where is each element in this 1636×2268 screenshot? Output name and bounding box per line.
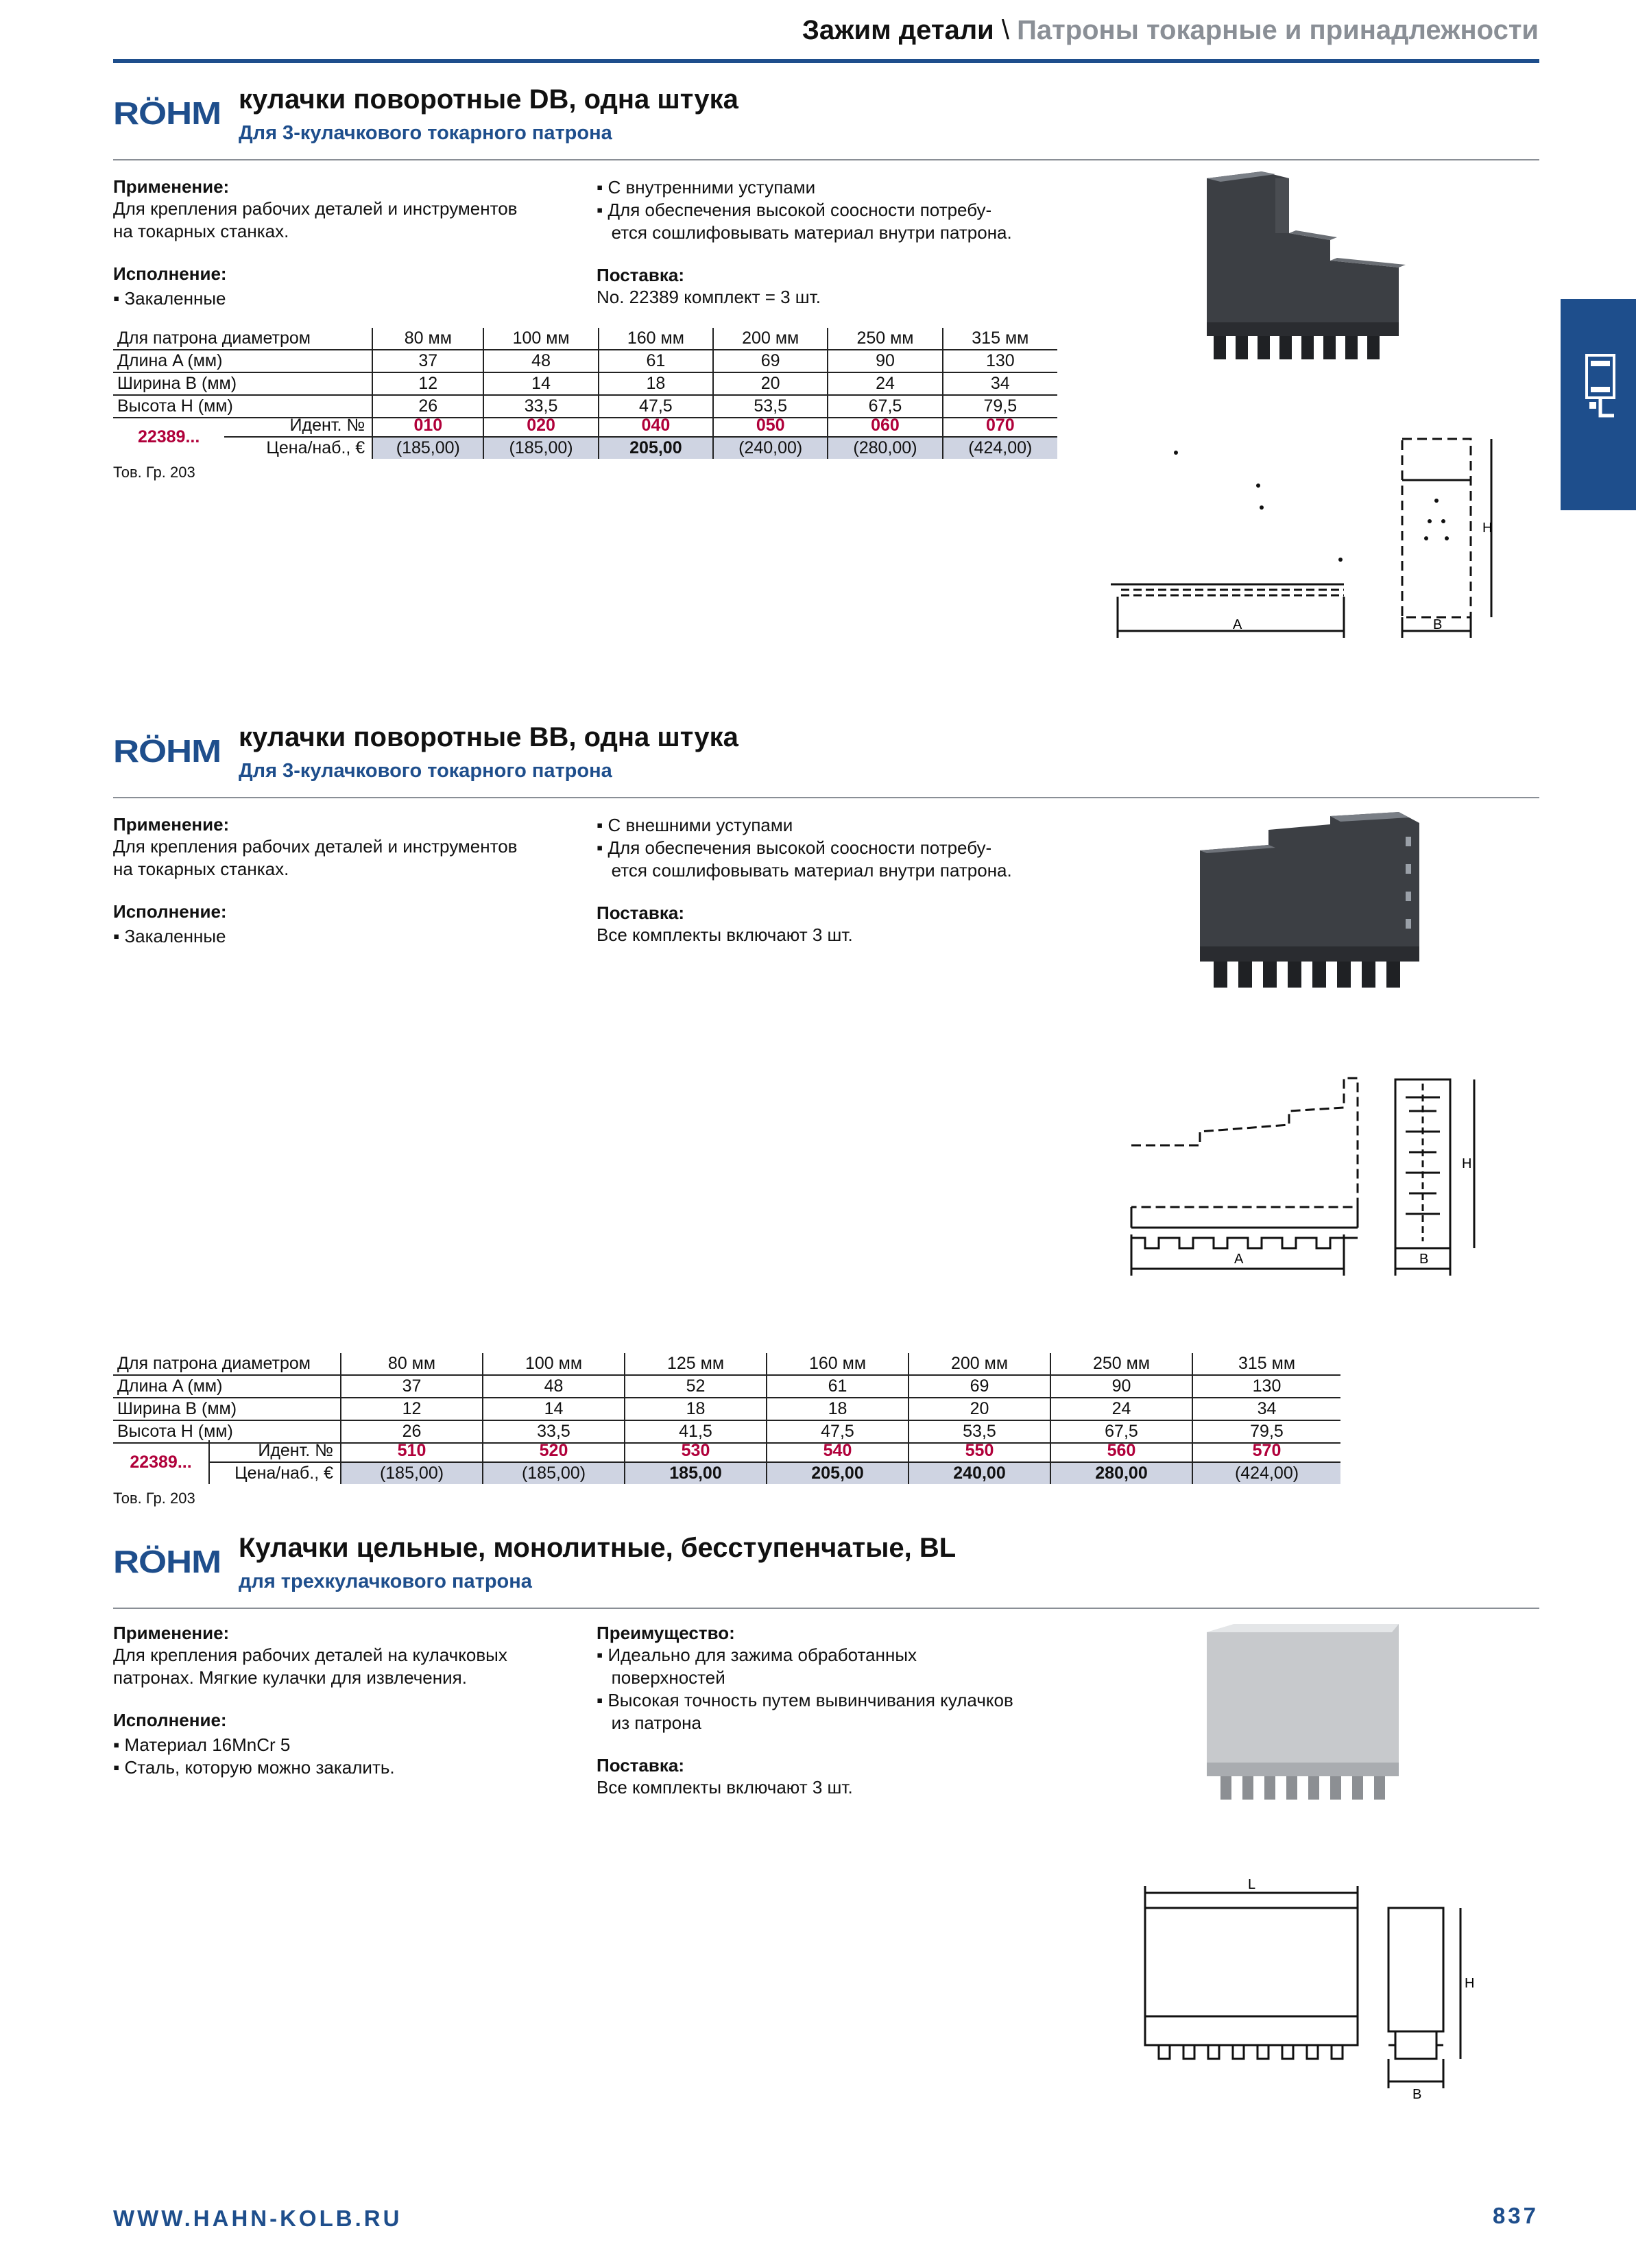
section-3-title: Кулачки цельные, монолитные, бесступенчатые, BL <box>239 1533 957 1563</box>
delivery-label: Поставка: <box>597 1755 684 1776</box>
advantage-label: Преимущество: <box>597 1623 735 1643</box>
table-row: Ширина B (мм) 12 14 18 18 20 24 34 <box>113 1398 1340 1420</box>
execution-text: ▪ Материал 16MnCr 5 ▪ Сталь, которую можно закалить. <box>113 1734 395 1778</box>
features-text: ▪ С внутренними уступами ▪ Для обеспечения высокой соосности потребу- ется сошлифовывать материал внутри патрона. <box>597 177 1012 243</box>
table-row: Для патрона диаметром 80 мм 100 мм 125 мм 160 мм 200 мм 250 мм 315 мм <box>113 1353 1340 1375</box>
delivery-label: Поставка: <box>597 265 684 285</box>
section-1-subtitle: Для 3-кулачкового токарного патрона <box>239 122 612 144</box>
jaw-bl-photo <box>1193 1619 1419 1824</box>
dim-b-label: B <box>1433 617 1443 632</box>
header-separator: \ <box>1001 15 1009 45</box>
table-row: Для патрона диаметром 80 мм 100 мм 160 мм 200 мм 250 мм 315 мм <box>113 328 1057 350</box>
section-2-right <box>597 814 1076 946</box>
application-label: Применение: <box>113 176 230 197</box>
table-row: Длина A (мм) 37 48 52 61 69 90 130 <box>113 1375 1340 1398</box>
section-2-table <box>113 1353 1340 1444</box>
brand-logo: RÖHM <box>113 95 221 131</box>
header-main: Зажим детали <box>802 15 994 45</box>
header-sub: Патроны токарные и принадлежности <box>1017 15 1539 45</box>
brand-logo: RÖHM <box>113 733 221 769</box>
page-number: 837 <box>1492 2203 1539 2228</box>
jaw-db-photo <box>1193 165 1412 391</box>
side-tab <box>1561 299 1636 510</box>
section-1-left <box>113 176 579 310</box>
dim-b-label: B <box>1419 1252 1429 1267</box>
delivery-label: Поставка: <box>597 903 684 923</box>
application-text: Для крепления рабочих деталей на кулачковых патронах. Мягкие кулачки для извлечения. <box>113 1645 507 1688</box>
jaw-bb-photo <box>1193 809 1426 1029</box>
article-number: 22389... <box>137 427 200 446</box>
application-text: Для крепления рабочих деталей и инструментов на токарных станках. <box>113 198 518 241</box>
table-row: Цена/наб., € (185,00) (185,00) 185,00 205,00 240,00 280,00 (424,00) <box>113 1462 1340 1484</box>
section-3-subtitle: для трехкулачкового патрона <box>239 1571 532 1592</box>
jaw-bb-drawing <box>1118 1070 1502 1276</box>
execution-label: Исполнение: <box>113 263 227 284</box>
article-number: 22389... <box>130 1452 192 1472</box>
delivery-text: Все комплекты включают 3 шт. <box>597 1777 853 1798</box>
dim-h-label: H <box>1482 521 1493 536</box>
features-text: ▪ С внешними уступами ▪ Для обеспечения высокой соосности потребу- ется сошлифовывать материал внутри патрона. <box>597 815 1012 881</box>
table-row: Высота H (мм) 26 33,5 47,5 53,5 67,5 79,5 <box>113 395 1057 418</box>
section-3-left <box>113 1623 579 1779</box>
footer-url[interactable]: WWW.HAHN-KOLB.RU <box>113 2206 402 2231</box>
section-1-title: кулачки поворотные DB, одна штука <box>239 84 738 115</box>
jaw-db-drawing <box>1111 425 1502 645</box>
table-row: Цена/наб., € (185,00) (185,00) 205,00 (240,00) (280,00) (424,00) <box>113 437 1057 459</box>
section-2-rule <box>113 797 1539 798</box>
section-1-rule <box>113 159 1539 160</box>
table-row: 22389... Идент. № 010 020 040 050 060 070 <box>113 415 1057 437</box>
table-row: Длина A (мм) 37 48 61 69 90 130 <box>113 350 1057 372</box>
section-2-order-table <box>113 1440 1340 1484</box>
advantage-text: ▪ Идеально для зажима обработанных поверхностей ▪ Высокая точность путем вывинчивания кулачков из патрона <box>597 1645 1013 1733</box>
section-1-right <box>597 176 1076 309</box>
application-text: Для крепления рабочих деталей и инструментов на токарных станках. <box>113 836 518 879</box>
application-label: Применение: <box>113 814 230 835</box>
brand-logo: RÖHM <box>113 1544 221 1579</box>
delivery-text: No. 22389 комплект = 3 шт. <box>597 287 821 307</box>
table-row: Ширина B (мм) 12 14 18 20 24 34 <box>113 372 1057 395</box>
dim-h-label: H <box>1462 1156 1472 1171</box>
dim-h-label: H <box>1465 1976 1475 1991</box>
section-2-title: кулачки поворотные BB, одна штука <box>239 722 738 752</box>
section-2-left <box>113 814 579 948</box>
application-label: Применение: <box>113 1623 230 1643</box>
dim-a-label: A <box>1234 1252 1244 1267</box>
execution-label: Исполнение: <box>113 1710 227 1730</box>
product-group: Тов. Гр. 203 <box>113 464 195 481</box>
dim-b-label: B <box>1412 2087 1422 2102</box>
table-row: Высота H (мм) 26 33,5 41,5 47,5 53,5 67,5 79,5 <box>113 1420 1340 1443</box>
chuck-icon <box>1561 299 1636 510</box>
section-1-table <box>113 328 1057 418</box>
delivery-text: Все комплекты включают 3 шт. <box>597 924 853 945</box>
jaw-bl-drawing <box>1131 1879 1488 2105</box>
dim-l-label: L <box>1248 1879 1256 1892</box>
dim-a-label: A <box>1233 617 1242 632</box>
section-2-subtitle: Для 3-кулачкового токарного патрона <box>239 760 612 782</box>
section-3-right <box>597 1623 1090 1799</box>
execution-text: ▪ Закаленные <box>113 288 226 309</box>
product-group: Тов. Гр. 203 <box>113 1490 195 1507</box>
header-rule <box>113 59 1539 63</box>
section-1-order-table <box>113 415 1057 459</box>
execution-text: ▪ Закаленные <box>113 926 226 946</box>
table-row: 22389... Идент. № 510 520 530 540 550 560 570 <box>113 1440 1340 1462</box>
section-3-rule <box>113 1608 1539 1609</box>
page-header <box>802 15 1539 46</box>
execution-label: Исполнение: <box>113 901 227 922</box>
